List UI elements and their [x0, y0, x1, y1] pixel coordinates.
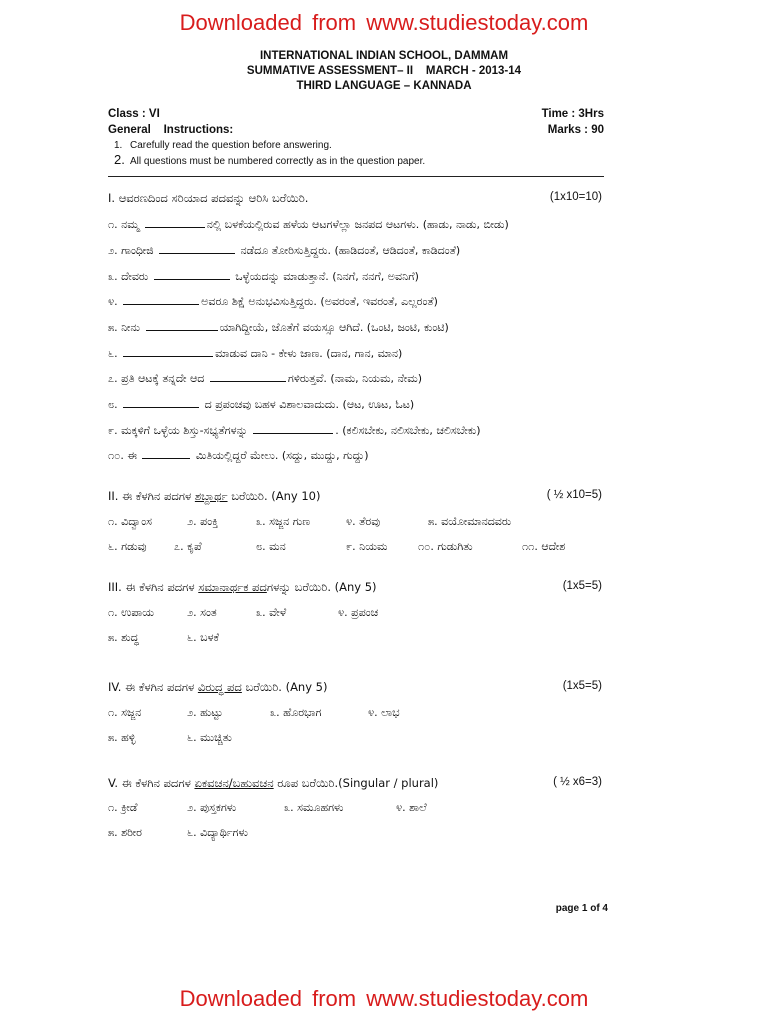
q1-line-5: ೫. ನೀನು ಯಾಗಿದ್ದೀಯೆ, ಜೊತೆಗೆ ವಯಸ್ಸೂ ಆಗಿದೆ. (ಒಂಟಿ, ಜಂಟಿ, ಕುಂಟಿ) [108, 321, 449, 334]
q1-title: I. ಆವರಣದಿಂದ ಸರಿಯಾದ ಪದವನ್ನು ಆರಿಸಿ ಬರೆಯಿರಿ. [108, 191, 309, 205]
q1-line-1: ೧. ನಮ್ಮ ನಲ್ಲಿ ಬಳಕೆಯಲ್ಲಿರುವ ಹಳೆಯ ಆಟಗಳೆಲ್ಲಾ ಜನಪದ ಆಟಗಳು. (ಹಾಡು, ನಾಡು, ಬೀಡು) [108, 218, 509, 231]
q1-line-6: ೬. ಮಾಡುವ ದಾನಿ - ಕೇಳು ಜಾಣ. (ದಾನ, ಗಾನ, ಮಾನ) [108, 347, 403, 360]
q4-marks: (1x5=5) [562, 680, 602, 692]
q1-line-2: ೨. ಗಾಂಧೀಜಿ ನಡೆದೂ ತೋರಿಸುತ್ತಿದ್ದರು. (ಹಾಡಿದಂತೆ, ಆಡಿದಂತೆ, ಕಾಡಿದಂತೆ) [108, 244, 461, 257]
q3-item: ೧. ಉಪಾಯ [108, 606, 155, 619]
q3-title: III. ಈ ಕೆಳಗಿನ ಪದಗಳ ಸಮಾನಾರ್ಥಕ ಪದಗಳನ್ನು ಬರೆಯಿರಿ. (Any 5) [108, 580, 377, 594]
q3-item: ೬. ಬಳಕೆ [187, 631, 219, 644]
q2-item: ೧೧. ಆದೇಶ [522, 540, 566, 553]
q1-line-3: ೩. ದೇವರು ಒಳ್ಳೆಯದನ್ನು ಮಾಡುತ್ತಾನೆ. (ನಿನಗೆ, ನನಗೆ, ಅವನಿಗೆ) [108, 270, 419, 283]
q5-item: ೩. ಸಮೂಹಗಳು [284, 801, 344, 814]
q2-marks: ( ½ x10=5) [546, 489, 602, 501]
header-divider [108, 176, 604, 177]
q4-item: ೬. ಮುಚ್ಚಿತು [187, 731, 232, 744]
q5-item: ೪. ಶಾಲೆ [396, 801, 427, 814]
q1-marks: (1x10=10) [549, 191, 602, 203]
subject-title: THIRD LANGUAGE – KANNADA [296, 80, 472, 92]
q2-item: ೬. ಗಡುವು [108, 540, 147, 553]
q5-item: ೧. ಕ್ರೀಡೆ [108, 801, 138, 814]
school-name: INTERNATIONAL INDIAN SCHOOL, DAMMAM [259, 50, 509, 62]
instruction-item: 1. Carefully read the question before answering. [114, 140, 332, 151]
q3-item: ೪. ಪ್ರಪಂಚ [338, 606, 379, 619]
q4-item: ೫. ಹಳ್ಳಿ [108, 731, 136, 744]
watermark-bottom: Downloaded from www.studiestoday.com [179, 986, 589, 1011]
q2-item: ೭. ಕೃಪೆ [174, 540, 202, 553]
q2-item: ೯. ನಿಯಮ [346, 540, 388, 553]
q3-item: ೨. ಸಂತ [187, 606, 217, 619]
q1-line-10: ೧೦. ಈ ಮಿತಿಯಲ್ಲಿದ್ದರೆ ಮೇಲು. (ಸದ್ದು, ಮುದ್ದು, ಗುದ್ದು) [108, 449, 369, 462]
meta-right [542, 106, 604, 138]
q2-item: ೩. ಸಜ್ಜನ ಗುಣ [256, 515, 310, 528]
q3-item: ೫. ಶುದ್ಧ [108, 631, 139, 644]
instructions-list [114, 139, 425, 169]
q1-line-9: ೯. ಮಕ್ಕಳಿಗೆ ಒಳ್ಳೆಯ ಶಿಸ್ತು-ಸಭ್ಯತೆಗಳನ್ನು . (ಕಲಿಸಬೇಕು, ನಲಿಸಬೇಕು, ಚಲಿಸಬೇಕು) [108, 424, 481, 437]
q2-title: II. ಈ ಕೆಳಗಿನ ಪದಗಳ ಶಬ್ದಾರ್ಥ ಬರೆಯಿರಿ. (Any 10) [108, 489, 321, 503]
q3-item: ೩. ವೇಳೆ [256, 606, 287, 619]
q5-marks: ( ½ x6=3) [553, 776, 602, 788]
marks-label: Marks : 90 [547, 124, 604, 136]
class-label: Class : VI [108, 108, 160, 120]
q4-item: ೨. ಹುಟ್ಟು [187, 706, 223, 719]
q4-title: IV. ಈ ಕೆಳಗಿನ ಪದಗಳ ವಿರುದ್ಧ ಪದ ಬರೆಯಿರಿ. (Any 5) [108, 680, 328, 694]
q5-item: ೨. ಪುಸ್ತಕಗಳು [187, 801, 237, 814]
q5-item: ೫. ಶರೀರ [108, 826, 142, 839]
meta-left [108, 106, 233, 138]
q1-line-8: ೮. ದ ಪ್ರಪಂಚವು ಬಹಳ ವಿಶಾಲವಾದುದು. (ಆಟ, ಊಟ, ಓಟ) [108, 398, 415, 411]
exam-header [0, 49, 768, 94]
exam-title: SUMMATIVE ASSESSMENT– II MARCH - 2013-14 [246, 65, 522, 77]
time-label: Time : 3Hrs [541, 108, 604, 120]
q5-item: ೬. ವಿದ್ಯಾರ್ಥಿಗಳು [187, 826, 248, 839]
page-number: page 1 of 4 [555, 903, 608, 914]
q2-item: ೪. ತೆರವು [346, 515, 381, 528]
q2-item: ೫. ವಯೋಮಾನದವರು [428, 515, 512, 528]
q2-item: ೧೦. ಗುಡುಗಿತು [418, 540, 473, 553]
q2-item: ೨. ಪಂಕ್ತಿ [187, 515, 219, 528]
q4-item: ೪. ಲಾಭ [368, 706, 400, 719]
q1-line-7: ೭. ಪ್ರತಿ ಆಟಕ್ಕೆ ತನ್ನದೇ ಆದ ಗಳಿರುತ್ತವೆ. (ನಾಮ, ನಿಯಮ, ನೇಮ) [108, 372, 423, 385]
q5-title: V. ಈ ಕೆಳಗಿನ ಪದಗಳ ಏಕವಚನ/ಬಹುವಚನ ರೂಪ ಬರೆಯಿರಿ.(Singular / plural) [108, 776, 439, 790]
q1-line-4: ೪. ಅವರೂ ಶಿಕ್ಷೆ ಅನುಭವಿಸುತ್ತಿದ್ದರು. (ಅವರಂತೆ, ಇವರಂತೆ, ಎಲ್ಲರಂತೆ) [108, 295, 438, 308]
q4-item: ೩. ಹೊರಭಾಗ [270, 706, 322, 719]
instruction-item: 2. All questions must be numbered correctly as in the question paper. [114, 152, 426, 167]
q2-item: ೧. ವಿದ್ವಾಂಸ [108, 515, 152, 528]
q2-item: ೮. ಮನ [256, 540, 286, 553]
watermark-top: Downloaded from www.studiestoday.com [179, 10, 589, 35]
q3-marks: (1x5=5) [562, 580, 602, 592]
q4-item: ೧. ಸಜ್ಜನ [108, 706, 142, 719]
instructions-heading: General Instructions: [108, 124, 234, 136]
